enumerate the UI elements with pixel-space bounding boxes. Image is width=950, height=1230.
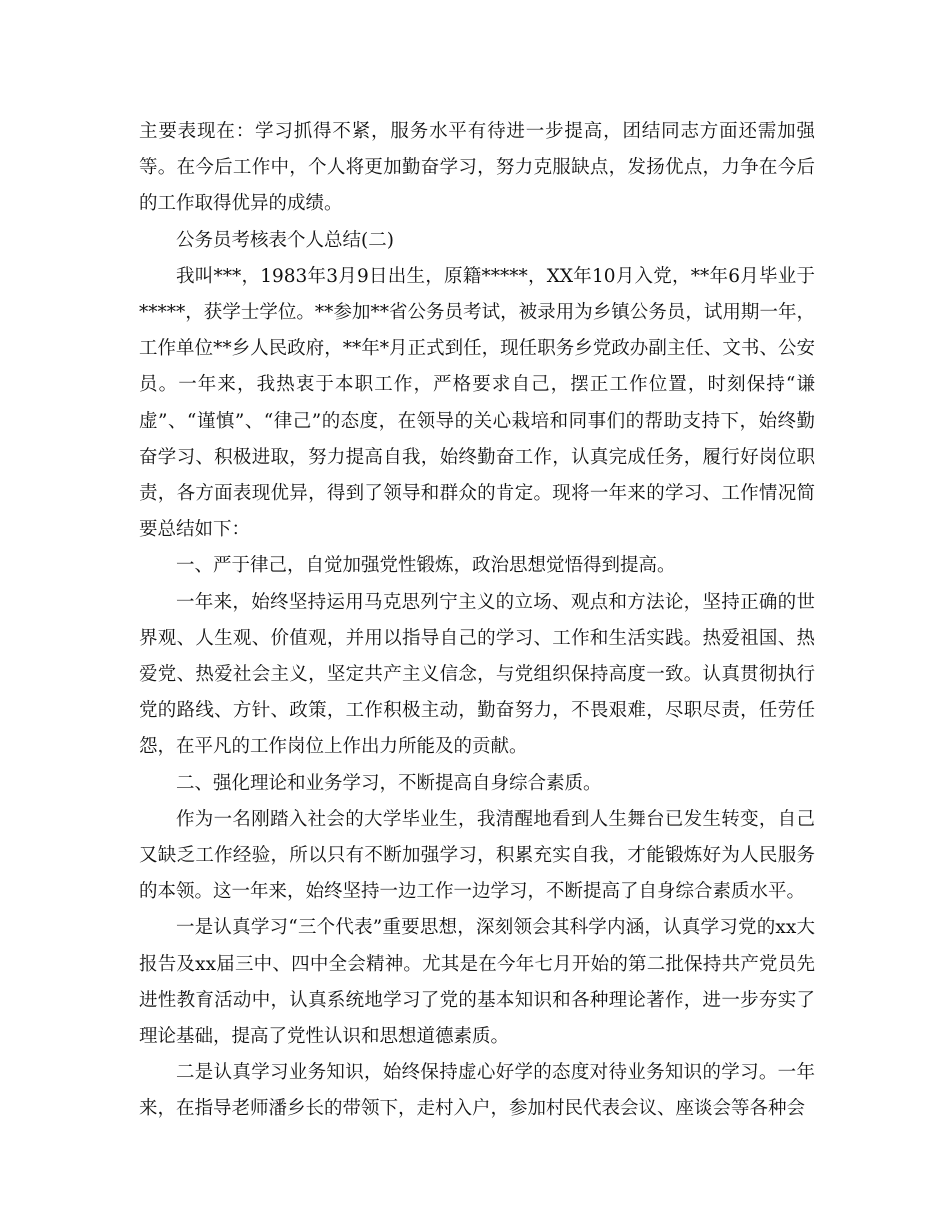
section-title: 公务员考核表个人总结(二) bbox=[176, 229, 394, 251]
heading-section-2: 二、强化理论和业务学习，不断提高自身综合素质。 bbox=[176, 772, 602, 794]
paragraph-point-1: 一是认真学习“三个代表”重要思想，深刻领会其科学内涵，认真学习党的xx大报告及xx届三中、四中全会精神。尤其是在今年七月开始的第二批保持共产党员先进性教育活动中，认真系统地学习了党的基本知识和各种理论著作，进一步夯实了理论基础，提高了党性认识和思想道德素质。 bbox=[139, 917, 815, 1048]
heading-section-1: 一、严于律己，自觉加强党性锻炼，政治思想觉悟得到提高。 bbox=[176, 555, 676, 577]
paragraph-intro: 我叫***，1983年3月9日出生，原籍*****，XX年10月入党，**年6月毕业于*****，获学士学位。**参加**省公务员考试，被录用为乡镇公务员，试用期一年，工作单位**乡人民政府，**年*月正式到任，现任职务乡党政办副主任、文书、公安员。一年来，我热衷于本职工作，严格要求自己，摆正工作位置，时刻保持“谦虚”、“谨慎”、“律己”的态度，在领导的关心栽培和同事们的帮助支持下，始终勤奋学习、积极进取，努力提高自我，始终勤奋工作，认真完成任务，履行好岗位职责，各方面表现优异，得到了领导和群众的肯定。现将一年来的学习、工作情况简要总结如下： bbox=[139, 265, 815, 541]
paragraph-section-1: 一年来，始终坚持运用马克思列宁主义的立场、观点和方法论，坚持正确的世界观、人生观、价值观，并用以指导自己的学习、工作和生活实践。热爱祖国、热爱党、热爱社会主义，坚定共产主义信念，与党组织保持高度一致。认真贯彻执行党的路线、方针、政策，工作积极主动，勤奋努力，不畏艰难，尽职尽责，任劳任怨，在平凡的工作岗位上作出力所能及的贡献。 bbox=[139, 591, 815, 758]
paragraph-section-2: 作为一名刚踏入社会的大学毕业生，我清醒地看到人生舞台已发生转变，自己又缺乏工作经验，所以只有不断加强学习，积累充实自我，才能锻炼好为人民服务的本领。这一年来，始终坚持一边工作一边学习，不断提高了自身综合素质水平。 bbox=[139, 808, 815, 903]
document-body bbox=[139, 114, 815, 1128]
paragraph-continuation: 主要表现在：学习抓得不紧，服务水平有待进一步提高，团结同志方面还需加强等。在今后工作中，个人将更加勤奋学习，努力克服缺点，发扬优点，力争在今后的工作取得优异的成绩。 bbox=[139, 121, 815, 215]
paragraph-point-2: 二是认真学习业务知识，始终保持虚心好学的态度对待业务知识的学习。一年来，在指导老师潘乡长的带领下，走村入户，参加村民代表会议、座谈会等各种会 bbox=[139, 1062, 815, 1120]
